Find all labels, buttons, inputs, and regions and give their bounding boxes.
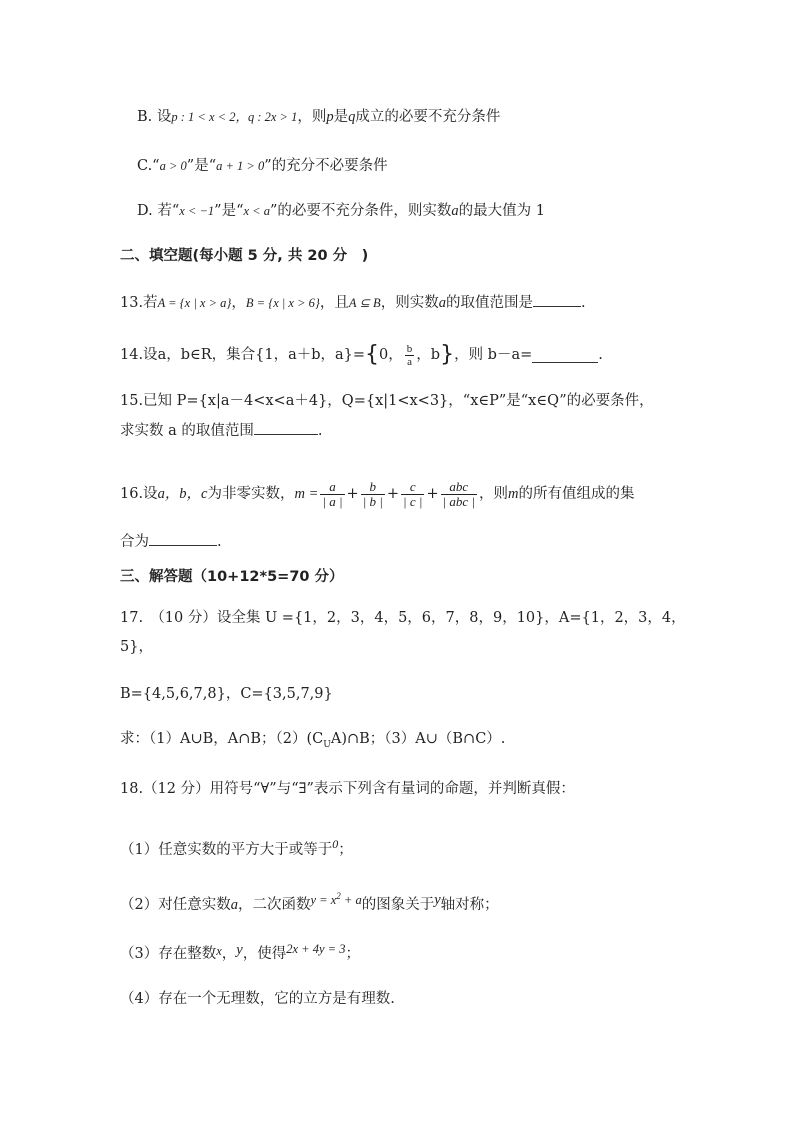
question-18-sub1: （1）任意实数的平方大于或等于$^0$； (120, 837, 353, 858)
answer-blank[interactable] (533, 292, 581, 307)
question-16-line2: 合为 . (120, 531, 222, 552)
answer-blank[interactable] (254, 420, 318, 435)
question-17-line4: 求：（1）A∪B，A∩B；$(2)(C_UA)\cap B$；（3）A∪（B∩C）. (120, 731, 506, 750)
question-18-sub2: （2）对任意实数a，二次函数$y = x^2 + a$的图象关于y轴对称； (120, 891, 499, 914)
question-18-sub4: （4）存在一个无理数，它的立方是有理数. (120, 991, 395, 1007)
question-16-line1: 16.设 a，b，c 为非零实数， m = $\frac{a}{| a |}$ + $\frac{b}{| b |}$ + $\frac{c}{| c |}$ + $\frac{\text{abc}}{\text{| abc |}}$ ，则 m 的所有值组成的集 (120, 478, 635, 509)
question-14: 14.设 a，b∈R，集合{1，a＋b，a} = { 0， $\frac{b}{a}$ ，b } ，则 b－a= . (120, 342, 603, 368)
question-18-sub3: （3）存在整数x，y，使得2x + 4y = 3； (120, 942, 360, 962)
question-13: 13.若A = {x | x > a}，B = {x | x > 6}，且A ⊆ B，则实数a的取值范围是 . (120, 292, 586, 313)
option-d: D. 若“x < −1”是“x < a”的必要不充分条件，则实数a的最大值为 1 (137, 203, 545, 219)
question-17-line2: 5}， (120, 639, 153, 655)
section-3-heading: 三、解答题（10+12*5=70 分） (120, 569, 344, 585)
question-17-line1: 17. （10 分）设全集 U ={1，2，3，4，5，6，7，8，9，10}，A={1，2，3，4， (120, 610, 686, 626)
question-15-line1: 15.已知 P={x|a－4<x<a＋4}，Q={x|1<x<3}，“x∈P”是“x∈Q”的必要条件， (120, 393, 654, 409)
answer-blank[interactable] (149, 531, 217, 546)
question-17-line3: B={4,5,6,7,8}，C={3,5,7,9} (120, 686, 333, 702)
option-b: B. 设p : 1 < x < 2，q : 2x > 1，则p是q成立的必要不充分条件 (137, 109, 501, 125)
question-18-line1: 18.（12 分）用符号“∀”与“∃”表示下列含有量词的命题，并判断真假： (120, 781, 575, 797)
section-2-heading: 二、填空题(每小题 5 分, 共 20 分 ) (120, 248, 369, 264)
question-15-line2: 求实数 a 的取值范围 . (120, 420, 322, 441)
option-c: C.“a > 0”是“a + 1 > 0”的充分不必要条件 (137, 158, 388, 174)
answer-blank[interactable] (532, 348, 598, 363)
